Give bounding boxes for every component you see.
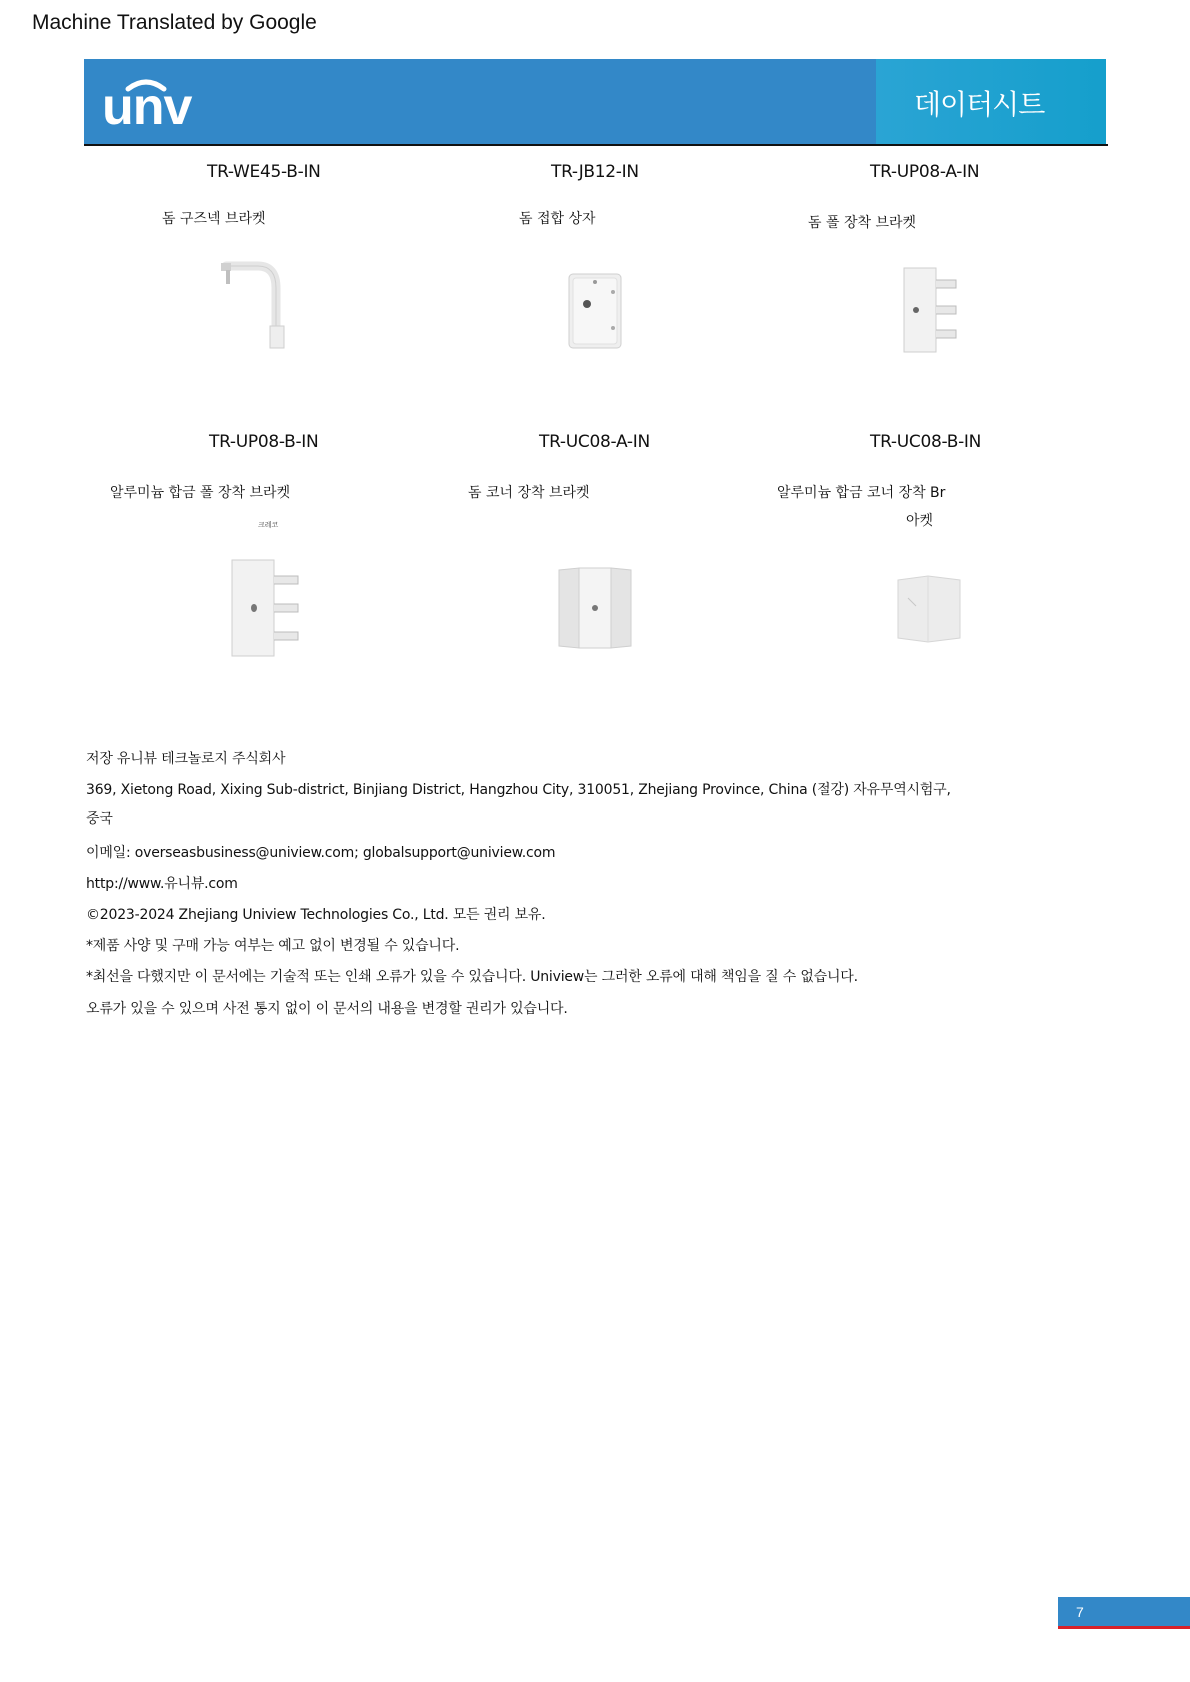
company-address: 369, Xietong Road, Xixing Sub-district, Binjiang District, Hangzhou City, 310051, Zhejiang Province, China (절강) 자유무역시험구,	[86, 782, 951, 798]
header-teal-band	[876, 59, 1106, 145]
company-country: 중국	[86, 811, 113, 827]
pole-mount-bracket-image	[900, 266, 962, 354]
datasheet-header	[84, 59, 1106, 145]
product-code: TR-UC08-A-IN	[539, 432, 650, 452]
junction-box-image	[565, 272, 625, 350]
header-blue-band	[84, 59, 876, 145]
header-rule	[84, 144, 1108, 146]
aluminum-pole-bracket-image	[228, 556, 304, 658]
product-description: 돔 접합 상자	[519, 211, 596, 227]
machine-translated-banner: Machine Translated by Google	[32, 11, 317, 34]
product-description: 알루미늄 합금 폴 장착 브라켓	[110, 485, 291, 501]
datasheet-title: 데이터시트	[914, 88, 1045, 121]
contact-email: 이메일: overseasbusiness@uniview.com; globalsupport@uniview.com	[86, 845, 556, 861]
product-code: TR-WE45-B-IN	[207, 162, 321, 182]
page-number-box	[1058, 1597, 1190, 1627]
disclaimer-1: *제품 사양 및 구매 가능 여부는 예고 없이 변경될 수 있습니다.	[86, 938, 460, 954]
product-code: TR-UP08-B-IN	[209, 432, 319, 452]
copyright-notice: ©2023-2024 Zhejiang Uniview Technologies Co., Ltd. 모든 권리 보유.	[86, 907, 546, 923]
product-code: TR-JB12-IN	[551, 162, 639, 182]
product-description: 돔 구즈넥 브라켓	[162, 211, 266, 227]
product-description: 돔 폴 장착 브라켓	[808, 215, 917, 231]
gooseneck-bracket-image	[218, 258, 298, 358]
page-number-underline	[1058, 1626, 1190, 1629]
disclaimer-3: 오류가 있을 수 있으며 사전 통지 없이 이 문서의 내용을 변경할 권리가 있습니다.	[86, 1001, 568, 1017]
product-code: TR-UC08-B-IN	[870, 432, 982, 452]
product-description-cont: 아켓	[906, 513, 934, 529]
company-name: 저장 유니뷰 테크놀로지 주식회사	[86, 751, 286, 767]
product-code: TR-UP08-A-IN	[870, 162, 980, 182]
logo-wordmark: unv	[102, 78, 192, 136]
corner-mount-bracket-image	[555, 566, 635, 650]
disclaimer-2: *최선을 다했지만 이 문서에는 기술적 또는 인쇄 오류가 있을 수 있습니다. Uniview는 그러한 오류에 대해 책임을 질 수 없습니다.	[86, 969, 858, 985]
unv-logo	[102, 73, 212, 136]
page-number: 7	[1076, 1604, 1084, 1620]
product-description: 돔 코너 장착 브라켓	[468, 485, 590, 501]
aluminum-corner-bracket-image	[894, 574, 964, 644]
website-link[interactable]: http://www.유니뷰.com	[86, 876, 238, 892]
product-description: 알루미늄 합금 코너 장착 Br	[777, 485, 946, 501]
product-note: 크레코	[258, 521, 279, 529]
